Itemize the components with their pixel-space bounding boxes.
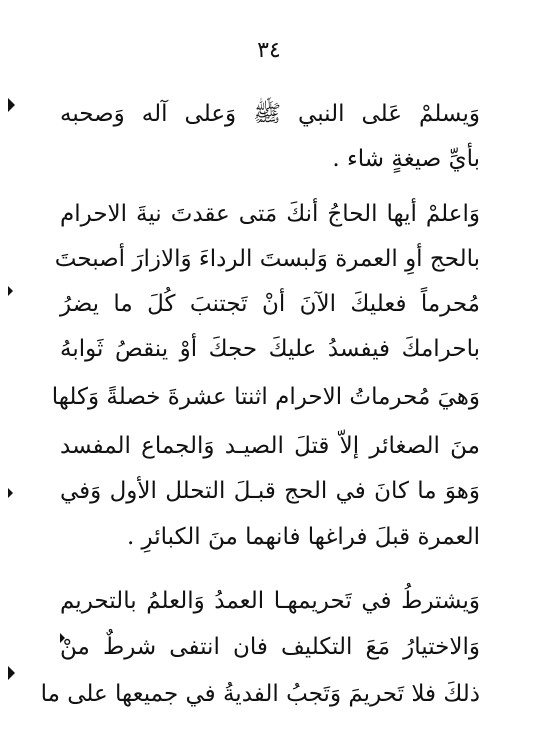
text-line: وَهيَ مُحرماتُ الاحرام اثنتا عشرةَ خصلةً وَكلها: [51, 384, 480, 410]
margin-marker-icon: [8, 98, 15, 112]
text-line: وَهوَ ما كانَ في الحج قبـلَ التحلل الأول وَفي: [60, 478, 480, 504]
text-line: وَيسلمْ عَلى النبي ﷺ وَعلى آله وَصحبه: [60, 101, 480, 127]
text-line: بأيِّ صيغةٍ شاء .: [332, 146, 480, 172]
text-line: وَاعلمْ أيها الحاجُ أنكَ مَتى عقدتَ نيةَ الاحرام: [60, 201, 480, 227]
text-line: بالحج أوِ العمرة وَلبستَ الرداءَ وَالازارَ أصبحتَ: [54, 246, 480, 272]
margin-marker-icon: [8, 666, 15, 680]
text-line: العمرة قبلَ فراغها فانهما منَ الكبائرِ .: [126, 524, 480, 550]
text-line: منَ الصغائر إلاّ قتلَ الصيـد وَالجماع المفسد: [60, 433, 480, 459]
text-line: وَالاختيارُ مَعَ التكليف فان انتفى شرطٌ منْ: [60, 634, 480, 660]
text-line: مُحرماً فعليكَ الآنَ أنْ تَجتنبَ كُلَ ما يضرُ: [60, 291, 480, 317]
text-line: ذلكَ فلا تَحريمَ وَتَجبُ الفديةُ في جميعها على ما: [40, 681, 480, 707]
margin-marker-icon: [8, 488, 13, 498]
text-line: وَيشترطُ في تَحريمهـا العمدُ وَالعلمُ بالتحريم: [60, 588, 480, 614]
margin-marker-icon: [60, 633, 65, 643]
margin-marker-icon: [8, 286, 13, 296]
text-line: باحرامكَ فيفسدُ عليكَ حجكَ أوْ ينقصُ ثَوابهُ: [60, 336, 480, 362]
page-number: ٣٤: [257, 38, 281, 63]
